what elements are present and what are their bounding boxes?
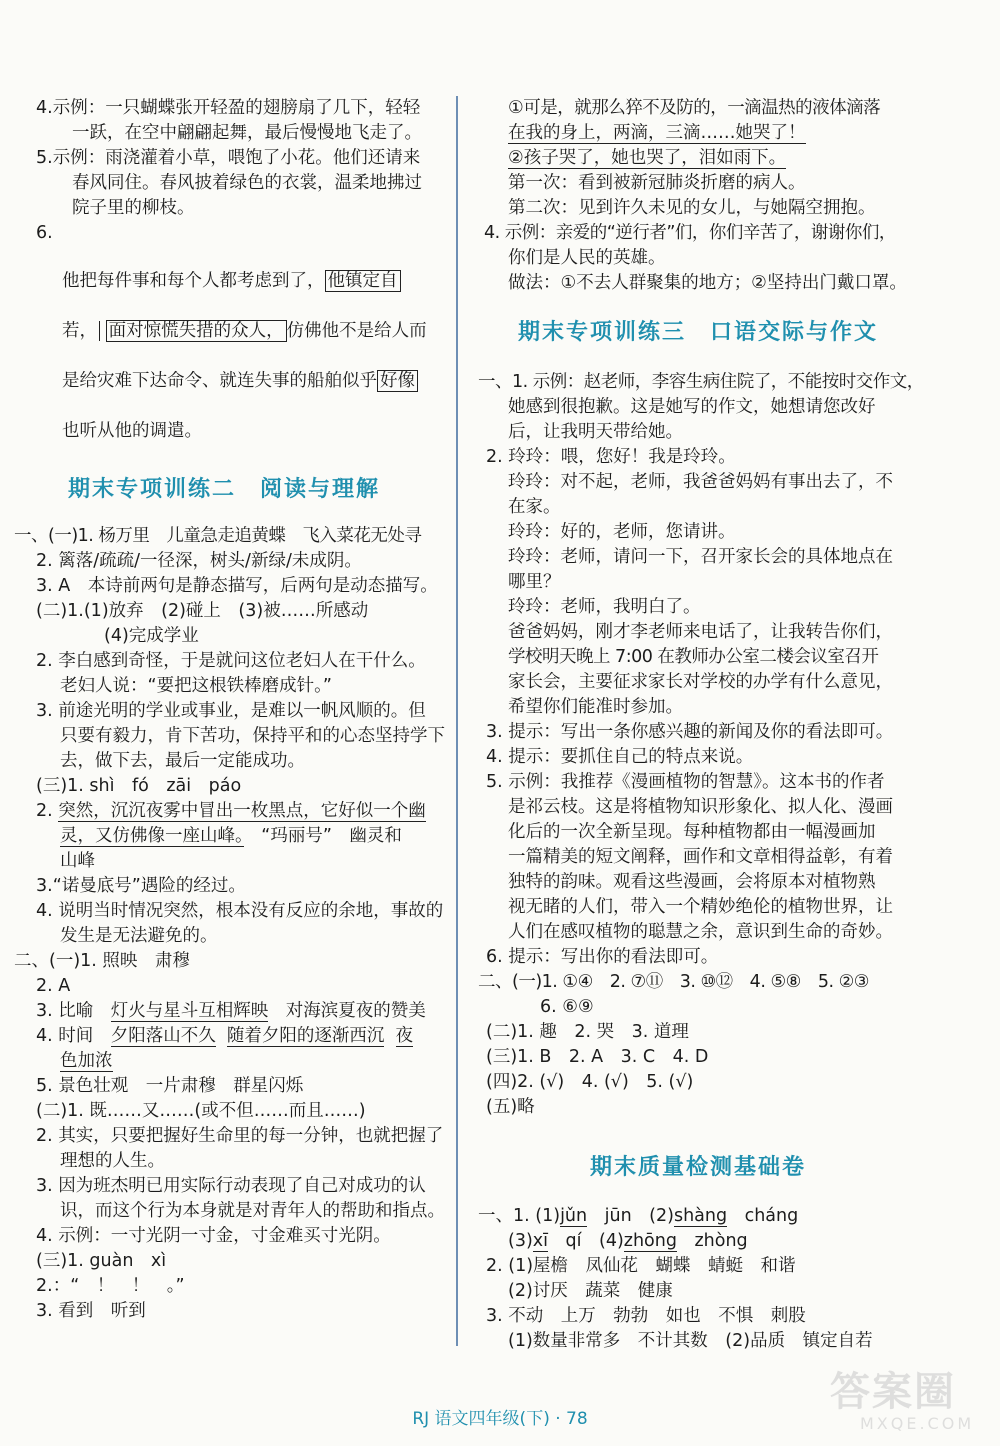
answer-line: 爸爸妈妈，刚才李老师来电话了，让我转告你们， (508, 622, 893, 642)
answer-line: 3. A 本诗前两句是静态描写，后两句是动态描写。 (36, 576, 438, 596)
answer-line: 2. (1)屋檐 凤仙花 蝴蝶 蜻蜓 和谐 (486, 1256, 796, 1276)
answer-line: 识，而这个行为本身就是对青年人的帮助和指点。 (60, 1201, 445, 1221)
answer-line: 发生是无法避免的。 (60, 926, 218, 946)
underlined-text: 夜 (395, 1026, 414, 1046)
answer-line: 2. 篱落/疏疏/一径深，树头/新绿/未成阴。 (36, 551, 362, 571)
answer-line: 一篇精美的短文阐释，画作和文章相得益彰，有着 (508, 847, 893, 867)
answer-line: 6. 提示：写出你的看法即可。 (486, 947, 719, 967)
answer-line: 3. 看到 听到 (36, 1301, 146, 1321)
underlined-text: 在我的身上，两滴，三滴……她哭了！ (508, 123, 806, 143)
answer-line: 2. 玲玲：喂，您好！我是玲玲。 (486, 447, 736, 467)
answer-line: 二、(一)1. 照映 肃穆 (14, 951, 190, 971)
answer-line: 灵，又仿佛像一座山峰。 “玛丽号” 幽灵和 (60, 826, 402, 846)
answer-line: 2. 李白感到奇怪，于是就问这位老妇人在干什么。 (36, 651, 426, 671)
answer-line: (二)1.(1)放弃 (2)碰上 (3)被……所感动 (36, 601, 369, 621)
underlined-text: shàng (673, 1206, 728, 1226)
answer-line: 2. 其实，只要把握好生命里的每一分钟，也就把握了 (36, 1126, 444, 1146)
answer-line: ①可是，就那么猝不及防的，一滴温热的液体滴落 (508, 98, 881, 118)
answer-line: 山峰 (60, 851, 95, 871)
answer-line: 人们在感叹植物的聪慧之余，意识到生命的奇妙。 (508, 922, 893, 942)
answer-line: 化后的一次全新呈现。每种植物都由一幅漫画加 (508, 822, 876, 842)
answer-line: 2. A (36, 976, 71, 996)
answer-line: (四)2. (√) 4. (√) 5. (√) (486, 1072, 694, 1092)
answer-line: 3. 前途光明的学业或事业，是难以一帆风顺的。但 (36, 701, 426, 721)
answer-line: (五)略 (486, 1097, 535, 1117)
answer-line: 在家。 (508, 497, 561, 517)
underlined-text: zhōng (623, 1231, 677, 1251)
right-column (478, 96, 924, 1354)
correction-line: 也听从他的调遣。 (62, 421, 202, 441)
answer-line: 老妇人说：“要把这根铁棒磨成针。” (60, 676, 332, 696)
answer-line: 院子里的柳枝。 (72, 198, 195, 218)
answer-line: 她感到很抱歉。这是她写的作文，她想请您改好 (508, 397, 876, 417)
answer-line: 第二次：见到许久未见的女儿，与她隔空拥抱。 (508, 198, 876, 218)
answer-line: 6. (36, 223, 53, 243)
answer-line: 一、1. (1)jǔn jūn (2)shàng cháng (478, 1206, 799, 1226)
page-footer: RJ 语文四年级(下) · 78 (412, 1409, 588, 1429)
underlined-text: 突然，沉沉夜雾中冒出一枚黑点，它好似一个幽 (58, 801, 426, 821)
answer-line: 4. 提示：要抓住自己的特点来说。 (486, 747, 754, 767)
answer-line: 学校明天晚上 7:00 在教师办公室二楼会议室召开 (508, 647, 879, 667)
underlined-text: 夕阳落山不久 (110, 1026, 216, 1046)
underlined-text: 灵，又仿佛像一座山峰。 (60, 826, 244, 846)
answer-line: 家长会，主要征求家长对学校的办学有什么意见， (508, 672, 893, 692)
answer-line: (二)1. 趣 2. 哭 3. 道理 (486, 1022, 689, 1042)
answer-line: 哪里？ (508, 572, 561, 592)
answer-line: 是祁云枝。这是将植物知识形象化、拟人化、漫画 (508, 797, 893, 817)
underlined-text: jǔn (560, 1206, 588, 1226)
underlined-text: ②孩子哭了，她也哭了，泪如雨下。 (508, 148, 787, 168)
section-heading: 期末专项训练三 口语交际与作文 (517, 320, 878, 345)
answer-line: (2)讨厌 蔬菜 健康 (508, 1281, 673, 1301)
answer-line: 3.“诺曼底号”遇险的经过。 (36, 876, 246, 896)
boxed-text: 好像 (377, 370, 418, 392)
answer-line: 4. 说明当时情况突然，根本没有反应的余地，事故的 (36, 901, 444, 921)
answer-line: 你们是人民的英雄。 (508, 248, 666, 268)
boxed-text: 面对惊慌失措的众人， (106, 320, 287, 342)
boxed-text: 他镇定自 (325, 270, 401, 292)
answer-line: 3. 比喻 灯火与星斗互相辉映 对海滨夏夜的赞美 (36, 1001, 426, 1021)
answer-line: 4. 时间 夕阳落山不久 随着夕阳的逐渐西沉 夜 (36, 1026, 414, 1046)
answer-line: 做法：①不去人群聚集的地方；②坚持出门戴口罩。 (508, 273, 907, 293)
answer-line: 玲玲：对不起，老师，我爸爸妈妈有事出去了，不 (508, 472, 893, 492)
answer-line: 理想的人生。 (60, 1151, 165, 1171)
watermark-logo (830, 1370, 980, 1432)
answer-line: (三)1. shì fó zāi páo (36, 776, 242, 796)
answer-line: 后，让我明天带给她。 (508, 422, 683, 442)
answer-line: (三)1. B 2. A 3. C 4. D (486, 1047, 709, 1067)
correction-line: 是给灾难下达命令、就连失事的船舶似乎 好像 (14, 356, 454, 406)
answer-line (478, 121, 918, 146)
answer-line: 一、1. 示例：赵老师，李容生病住院了，不能按时交作文， (478, 372, 924, 392)
column-divider (456, 96, 458, 1346)
answer-line: 5. 景色壮观 一片肃穆 群星闪烁 (36, 1076, 304, 1096)
underlined-text: 随着夕阳的逐渐西沉 (226, 1026, 385, 1046)
answer-line: 5. 示例：我推荐《漫画植物的智慧》。这本书的作者 (486, 772, 885, 792)
watermark-url: MXQE.COM (860, 1414, 975, 1433)
answer-line: (1)数量非常多 不计其数 (2)品质 镇定自若 (508, 1331, 873, 1351)
section-heading: 期末质量检测基础卷 (589, 1155, 806, 1180)
answer-line: 5.示例：雨浇灌着小草，喂饱了小花。他们还请来 (36, 148, 421, 168)
answer-line: 希望你们能准时参加。 (508, 697, 683, 717)
answer-line: 6. ⑥⑨ (540, 997, 594, 1017)
underlined-text: 色加浓 (60, 1051, 113, 1071)
answer-line: 4. 示例：一寸光阴一寸金，寸金难买寸光阴。 (36, 1226, 391, 1246)
answer-line: (4)完成学业 (104, 626, 199, 646)
answer-line: 2. 突然，沉沉夜雾中冒出一枚黑点，它好似一个幽 (36, 801, 426, 821)
answer-line (478, 146, 918, 171)
answer-line: 玲玲：老师，我明白了。 (508, 597, 701, 617)
answer-line: 3. 提示：写出一条你感兴趣的新闻及你的看法即可。 (486, 722, 894, 742)
correction-line: 他把每件事和每个人都考虑到了， 他镇定自 (14, 256, 454, 306)
answer-line: 玲玲：老师，请问一下，召开家长会的具体地点在 (508, 547, 893, 567)
answer-line: (3)xī qí (4)zhōng zhòng (508, 1231, 748, 1251)
answer-line: 只要有毅力，肯下苦功，保持平和的心态坚持学下 (60, 726, 445, 746)
watermark-word: 答案圈 (830, 1369, 956, 1415)
underlined-text: 灯火与星斗互相辉映 (110, 1001, 269, 1021)
answer-line: 玲玲：好的，老师，您请讲。 (508, 522, 736, 542)
answer-line: (二)1. 既……又……(或不但……而且……) (36, 1101, 366, 1121)
boxed-text: 若， (62, 321, 100, 341)
answer-line: 2.：“ ！ ！ 。” (36, 1276, 185, 1296)
answer-line: 4. 示例：亲爱的“逆行者”们，你们辛苦了，谢谢你们， (484, 223, 896, 243)
underlined-text: xī (532, 1231, 549, 1251)
answer-line: 一跃，在空中翩翩起舞，最后慢慢地飞走了。 (72, 123, 422, 143)
answer-line (14, 1049, 454, 1074)
answer-line: 独特的韵味。观看这些漫画，会将原本对植物熟 (508, 872, 876, 892)
answer-line: 春风同住。春风披着绿色的衣裳，温柔地拂过 (72, 173, 422, 193)
section-heading: 期末专项训练二 阅读与理解 (67, 477, 380, 502)
answer-line: 二、(一)1. ①④ 2. ⑦⑪ 3. ⑩⑫ 4. ⑤⑧ 5. ②③ (478, 972, 869, 992)
answer-line: 去，做下去，最后一定能成功。 (60, 751, 305, 771)
answer-line: 第一次：看到被新冠肺炎折磨的病人。 (508, 173, 806, 193)
answer-line: 3. 不动 上万 勃勃 如也 不惧 刺股 (486, 1306, 806, 1326)
answer-line: (三)1. guàn xì (36, 1251, 167, 1271)
correction-line: 若， 面对惊慌失措的众人， 仿佛他不是给人而 (62, 321, 427, 341)
answer-line: 一、(一)1. 杨万里 儿童急走追黄蝶 飞入菜花无处寻 (14, 526, 422, 546)
answer-line: 3. 因为班杰明已用实际行动表现了自己对成功的认 (36, 1176, 426, 1196)
answer-line: 4.示例：一只蝴蝶张开轻盈的翅膀扇了几下，轻轻 (36, 98, 421, 118)
left-column (14, 96, 454, 1324)
answer-line: 视无睹的人们，带入一个精妙绝伦的植物世界，让 (508, 897, 893, 917)
